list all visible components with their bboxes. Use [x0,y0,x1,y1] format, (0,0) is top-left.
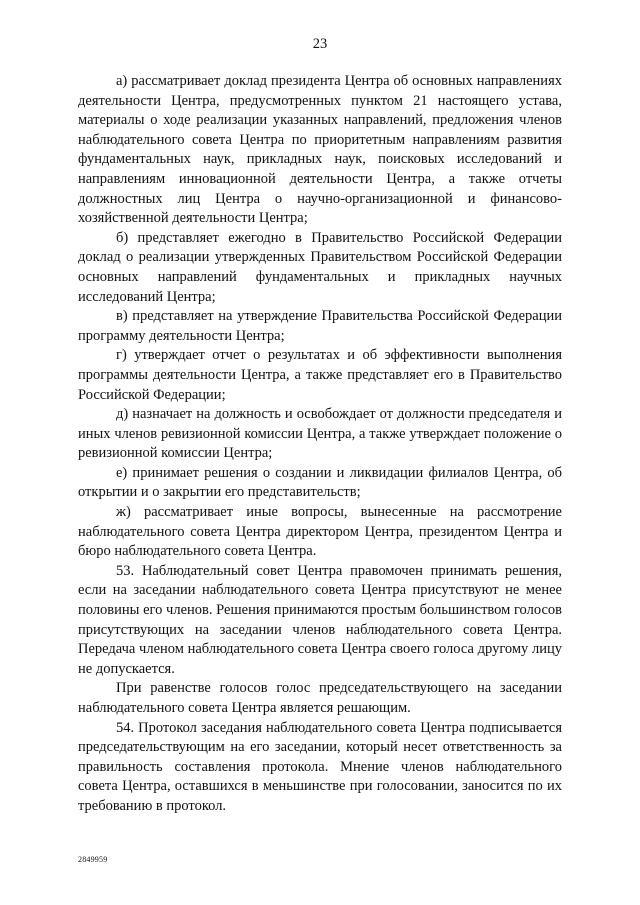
paragraph-g: г) утверждает отчет о результатах и об эффективности выполнения программы деятельности Центра, а также представляет его в Правительство Российской Федерации; [78,347,562,403]
document-code: 2849959 [78,855,108,864]
paragraph-a: а) рассматривает доклад президента Центра об основных направлениях деятельности Центра, предусмотренных пунктом 21 настоящего устава, материалы о ходе реализации указанных направлений, предложения членов наблюдательного совета Центра по приоритетным направлениям развития фундаментальных наук, прикладных наук, поисковых исследований и направлениям инновационной деятельности Центра, а также отчеты должностных лиц Центра о научно-организационной и финансово-хозяйственной деятельности Центра; [78,73,562,227]
paragraph-v: в) представляет на утверждение Правительства Российской Федерации программу деятельности Центра; [78,308,562,344]
clause-54: 54. Протокол заседания наблюдательного совета Центра подписывается председательствующим на его заседании, который несет ответственность за правильность составления протокола. Мнение членов наблюдательного совета Центра, оставшихся в меньшинстве при голосовании, заносится по их требованию в протокол. [78,719,562,814]
paragraph-d: д) назначает на должность и освобождает от должности председателя и иных членов ревизионной комиссии Центра, а также утверждает положение о ревизионной комиссии Центра; [78,406,562,462]
clause-53: 53. Наблюдательный совет Центра правомочен принимать решения, если на заседании наблюдательного совета Центра присутствуют не менее половины его членов. Решения принимаются простым большинством голосов присутствующих на заседании членов наблюдательного совета Центра. Передача членом наблюдательного совета Центра своего голоса другому лицу не допускается. [78,562,562,677]
document-body [78,72,562,817]
paragraph-e: е) принимает решения о создании и ликвидации филиалов Центра, об открытии и о закрытии его представительств; [78,464,562,501]
paragraph-b: б) представляет ежегодно в Правительство Российской Федерации доклад о реализации утвержденных Правительством Российской Федерации основных направлений фундаментальных и прикладных научных исследований Центра; [78,229,562,305]
paragraph-zh: ж) рассматривает иные вопросы, вынесенные на рассмотрение наблюдательного совета Центра директором Центра, президентом Центра и бюро наблюдательного совета Центра. [78,504,562,560]
page-number: 23 [312,36,328,52]
clause-53-tie-vote: При равенстве голосов голос председательствующего на заседании наблюдательного совета Центра является решающим. [78,680,562,716]
